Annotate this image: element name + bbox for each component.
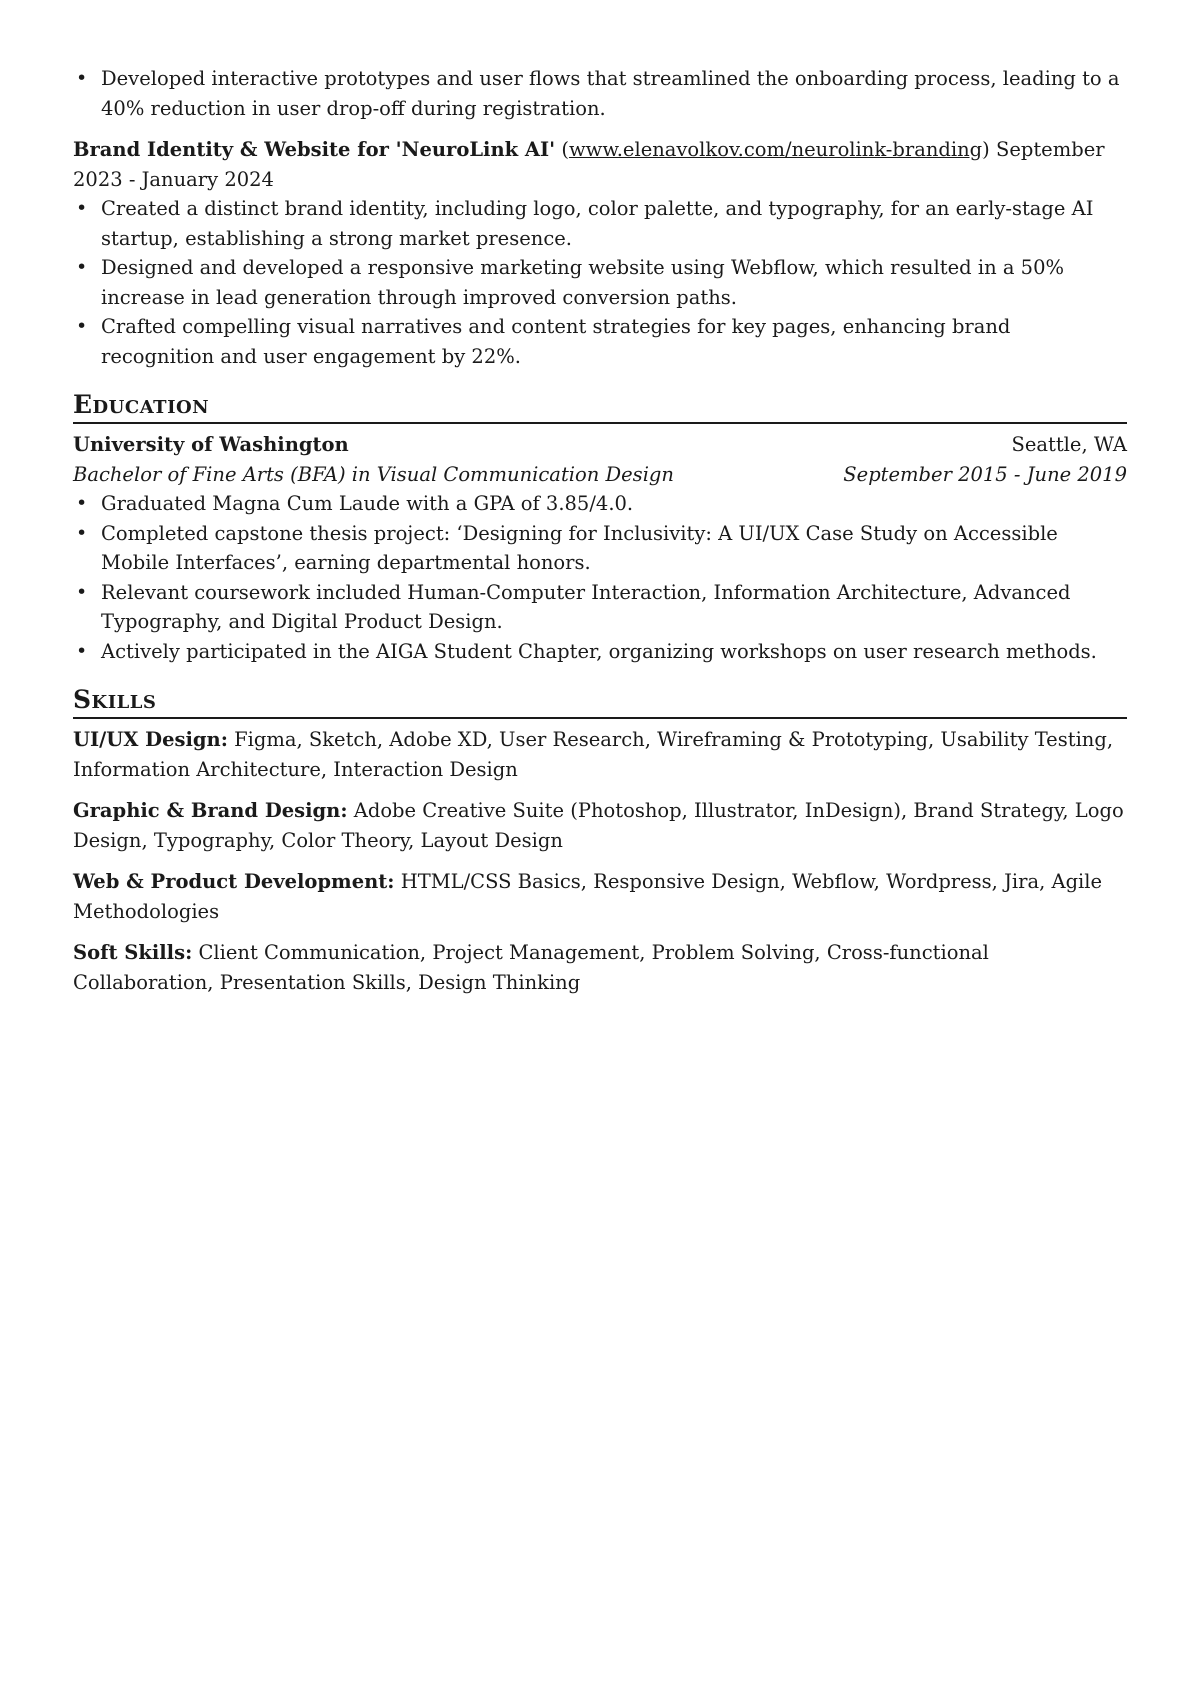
education-heading: Education <box>73 389 1127 424</box>
education-degree-row <box>73 460 1127 490</box>
skill-line <box>73 867 1127 926</box>
resume-page <box>73 64 1127 997</box>
education-dates: September 2015 - June 2019 <box>843 462 1127 486</box>
education-location: Seattle, WA <box>1011 433 1127 456</box>
skill-line <box>73 796 1127 855</box>
project-title: Brand Identity & Website for 'NeuroLink AI' <box>73 138 556 161</box>
education-school: University of Washington <box>73 433 349 456</box>
skill-label: Graphic & Brand Design: <box>73 799 348 822</box>
education-bullet: • Actively participated in the AIGA Student Chapter, organizing workshops on user research methods. <box>73 637 1127 667</box>
education-bullet-list <box>73 489 1127 666</box>
skill-line <box>73 725 1127 784</box>
education-bullet: • Completed capstone thesis project: ‘Designing for Inclusivity: A UI/UX Case Study on Accessible Mobile Interfaces’, earning departmental honors. <box>73 519 1127 578</box>
experience-bullet-list <box>73 64 1127 123</box>
project-link-close: ) <box>982 138 990 161</box>
project-bullet: • Designed and developed a responsive marketing website using Webflow, which resulted in a 50% increase in lead generation through improved conversion paths. <box>73 253 1127 312</box>
education-bullet: • Relevant coursework included Human-Computer Interaction, Information Architecture, Advanced Typography, and Digital Product Design. <box>73 578 1127 637</box>
skills-heading: Skills <box>73 684 1127 719</box>
skill-label: Web & Product Development: <box>73 870 395 893</box>
skill-text: Figma, Sketch, Adobe XD, User Research, Wireframing & Prototyping, Usability Testing, Information Architecture, Interaction Design <box>73 728 1114 781</box>
education-degree: Bachelor of Fine Arts (BFA) in Visual Communication Design <box>73 462 674 486</box>
skill-text: HTML/CSS Basics, Responsive Design, Webflow, Wordpress, Jira, Agile Methodologies <box>73 870 1103 923</box>
skill-label: UI/UX Design: <box>73 728 228 751</box>
project-bullet-list <box>73 194 1127 371</box>
project-dates: September 2023 - January 2024 <box>73 138 1105 191</box>
project-link-open: ( <box>561 138 569 161</box>
project-link[interactable]: www.elenavolkov.com/neurolink-branding <box>568 138 983 161</box>
project-bullet: • Crafted compelling visual narratives and content strategies for key pages, enhancing brand recognition and user engagement by 22%. <box>73 312 1127 371</box>
experience-bullet: • Developed interactive prototypes and user flows that streamlined the onboarding process, leading to a 40% reduction in user drop-off during registration. <box>73 64 1127 123</box>
education-school-row <box>73 430 1127 460</box>
skill-label: Soft Skills: <box>73 941 193 964</box>
skill-text: Client Communication, Project Management, Problem Solving, Cross-functional Collaboration, Presentation Skills, Design Thinking <box>73 941 989 994</box>
skill-text: Adobe Creative Suite (Photoshop, Illustrator, InDesign), Brand Strategy, Logo Design, Typography, Color Theory, Layout Design <box>73 799 1124 852</box>
education-bullet: • Graduated Magna Cum Laude with a GPA of 3.85/4.0. <box>73 489 1127 519</box>
skill-line <box>73 938 1127 997</box>
project-header <box>73 135 1127 194</box>
project-bullet: • Created a distinct brand identity, including logo, color palette, and typography, for an early-stage AI startup, establishing a strong market presence. <box>73 194 1127 253</box>
skills-list <box>73 725 1127 997</box>
